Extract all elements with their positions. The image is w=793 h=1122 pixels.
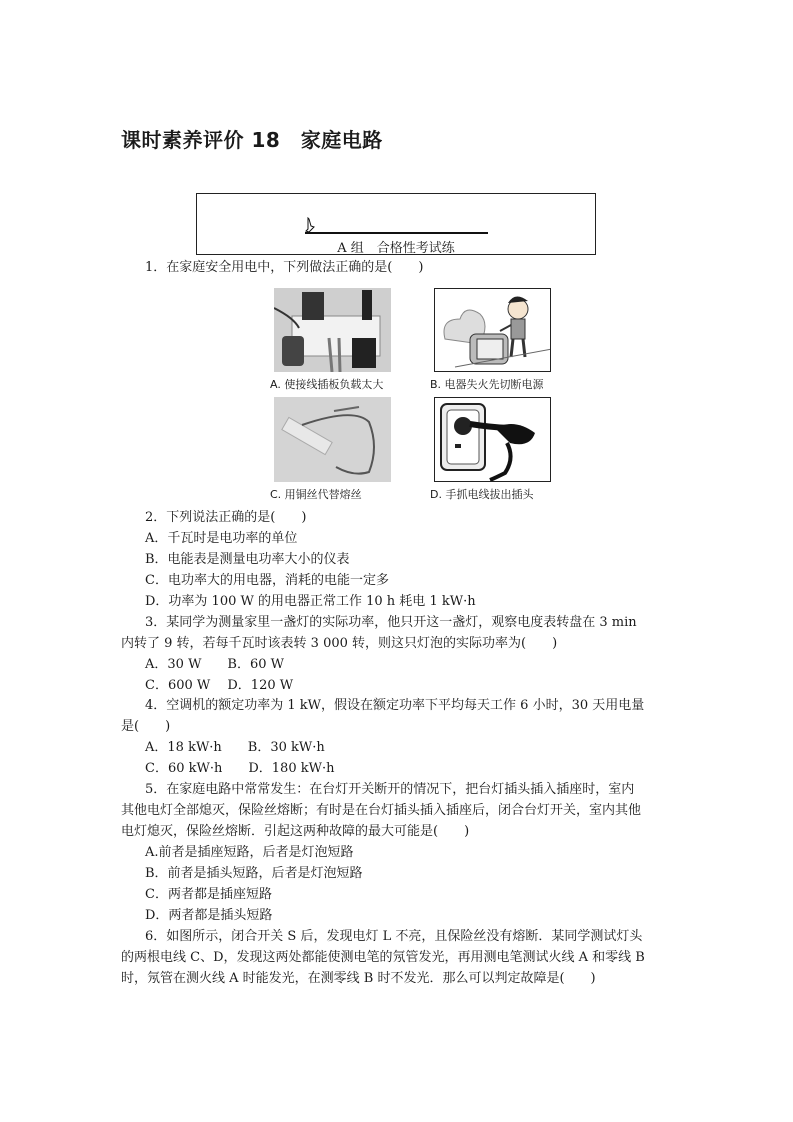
figure-caption-b: B. 电器失火先切断电源 — [430, 378, 544, 391]
tv-fire-cartoon — [434, 288, 551, 372]
question-2-option: D．功率为 100 W 的用电器正常工作 10 h 耗电 1 kW·h — [145, 594, 476, 609]
question-5-option: C．两者都是插座短路 — [145, 887, 272, 902]
figure-caption-a: A. 使接线插板负载太大 — [270, 378, 384, 391]
question-4-options: C．60 kW·h D．180 kW·h — [145, 761, 335, 776]
question-3-options: A．30 W B．60 W — [145, 657, 285, 672]
figure-caption-c: C. 用铜丝代替熔丝 — [270, 488, 362, 501]
question-3-stem: 3．某同学为测量家里一盏灯的实际功率，他只开这一盏灯，观察电度表转盘在 3 min — [145, 615, 637, 630]
copper-wire-photo — [274, 397, 391, 482]
power-strip-photo — [274, 288, 391, 372]
question-3-stem: 内转了 9 转，若每千瓦时该表转 3 000 转，则这只灯泡的实际功率为( ) — [121, 636, 558, 651]
section-header-box — [196, 193, 596, 255]
question-5-option: A.前者是插座短路，后者是灯泡短路 — [145, 845, 354, 860]
question-4-options: A．18 kW·h B．30 kW·h — [145, 740, 325, 755]
question-4-stem: 是( ) — [121, 719, 171, 734]
question-3-options: C．600 W D．120 W — [145, 678, 294, 693]
question-5-stem: 电灯熄灭，保险丝熔断．引起这两种故障的最大可能是( ) — [121, 824, 470, 839]
question-2-option: A．千瓦时是电功率的单位 — [145, 531, 298, 546]
question-1-stem: 1．在家庭安全用电中，下列做法正确的是( ) — [145, 260, 424, 275]
question-2-option: C．电功率大的用电器，消耗的电能一定多 — [145, 573, 389, 588]
question-5-stem: 5．在家庭电路中常常发生：在台灯开关断开的情况下，把台灯插头插入插座时，室内 — [145, 782, 635, 797]
page-title: 课时素养评价 18 家庭电路 — [121, 128, 383, 152]
question-6-stem: 的两根电线 C、D，发现这两处都能使测电笔的氖管发光，再用测电笔测试火线 A 和零线 B — [121, 950, 645, 965]
question-5-option: D．两者都是插头短路 — [145, 908, 273, 923]
question-5-option: B．前者是插头短路，后者是灯泡短路 — [145, 866, 363, 881]
question-2-option: B．电能表是测量电功率大小的仪表 — [145, 552, 350, 567]
hand-pulling-plug-cartoon — [434, 397, 551, 482]
question-6-stem: 时，氖管在测火线 A 时能发光，在测零线 B 时不发光．那么可以判定故障是( ) — [121, 971, 596, 986]
question-5-stem: 其他电灯全部熄灭，保险丝熔断；有时是在台灯插头插入插座后，闭合台灯开关，室内其他 — [121, 803, 642, 818]
question-2-stem: 2．下列说法正确的是( ) — [145, 510, 307, 525]
question-4-stem: 4．空调机的额定功率为 1 kW，假设在额定功率下平均每天工作 6 小时，30 天用电量 — [145, 698, 645, 713]
figure-caption-d: D. 手抓电线拔出插头 — [430, 488, 534, 501]
divider — [305, 232, 488, 234]
group-label: A 组 合格性考试练 — [337, 241, 455, 256]
pointer-icon — [305, 217, 317, 233]
question-6-stem: 6．如图所示，闭合开关 S 后，发现电灯 L 不亮，且保险丝没有熔断．某同学测试灯头 — [145, 929, 643, 944]
